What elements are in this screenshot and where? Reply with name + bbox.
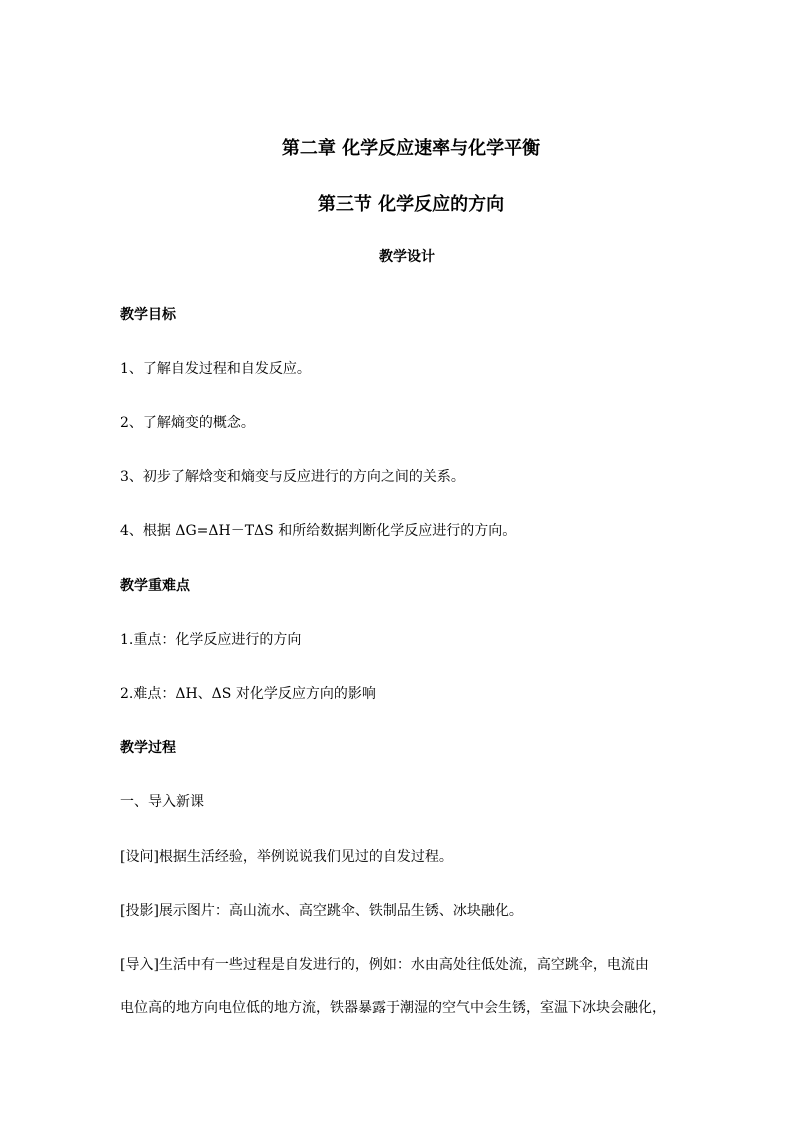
process-paragraph: [设问]根据生活经验，举例说说我们见过的自发过程。: [120, 849, 453, 865]
process-paragraph: 电位高的地方向电位低的地方流，铁器暴露于潮湿的空气中会生锈，室温下冰块会融化，: [120, 1000, 666, 1016]
key-points-heading: 教学重难点: [120, 578, 190, 594]
chapter-title: 第二章 化学反应速率与化学平衡: [281, 138, 541, 159]
objective-item: 3、初步了解焓变和熵变与反应进行的方向之间的关系。: [120, 469, 465, 485]
process-step-heading: 一、导入新课: [120, 794, 204, 810]
process-paragraph: [投影]展示图片：高山流水、高空跳伞、铁制品生锈、冰块融化。: [120, 903, 523, 919]
key-point-item: 2.难点：ΔH、ΔS 对化学反应方向的影响: [120, 686, 376, 702]
process-heading: 教学过程: [120, 740, 176, 756]
document-subtitle: 教学设计: [379, 249, 435, 265]
process-paragraph: [导入]生活中有一些过程是自发进行的，例如：水由高处往低处流，高空跳伞，电流由: [120, 957, 649, 973]
key-point-item: 1.重点：化学反应进行的方向: [120, 632, 302, 648]
section-title: 第三节 化学反应的方向: [317, 194, 505, 215]
objective-item: 2、了解熵变的概念。: [120, 415, 255, 431]
objectives-heading: 教学目标: [120, 307, 176, 323]
objective-item: 1、了解自发过程和自发反应。: [120, 361, 311, 377]
objective-item: 4、根据 ΔG=ΔH－TΔS 和所给数据判断化学反应进行的方向。: [120, 523, 517, 539]
